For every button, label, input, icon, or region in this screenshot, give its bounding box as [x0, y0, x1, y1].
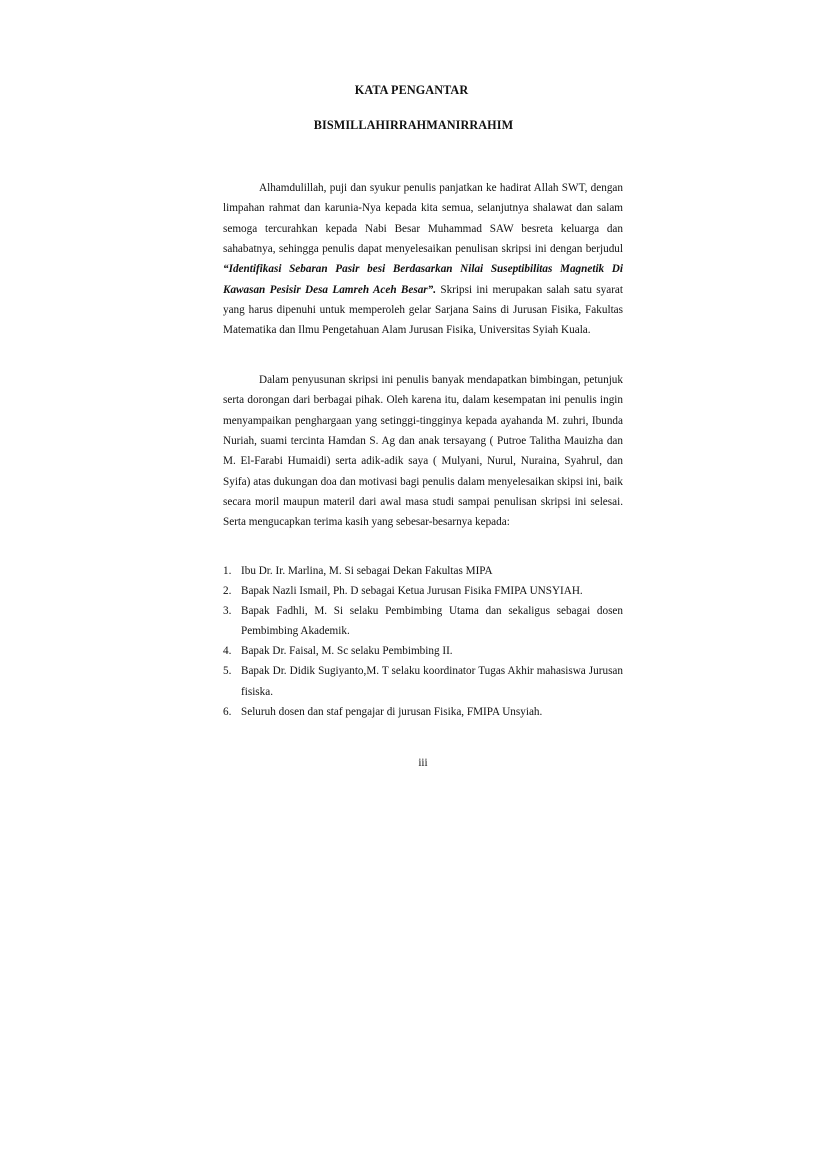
list-item [223, 702, 623, 722]
list-number: 6. [223, 705, 232, 718]
list-number: 4. [223, 645, 232, 658]
list-item [223, 661, 623, 701]
page-title: KATA PENGANTAR [354, 83, 469, 97]
list-number: 5. [223, 665, 232, 678]
thesis-title: “Identifikasi Sebaran Pasir besi Berdasarkan Nilai Suseptibilitas Magnetik Di Kawasan Pesisir Desa Lamreh Aceh Besar”. [223, 263, 623, 296]
list-text: Bapak Fadhli, M. Si selaku Pembimbing Utama dan sekaligus sebagai dosen Pembimbing Akademik. [241, 605, 623, 638]
list-text: Seluruh dosen dan staf pengajar di jurusan Fisika, FMIPA Unsyiah. [241, 705, 543, 718]
paragraph-2-text: Dalam penyusunan skripsi ini penulis banyak mendapatkan bimbingan, petunjuk serta dorongan dari berbagai pihak. Oleh karena itu, dalam kesempatan ini penulis ingin menyampaikan penghargaan yang setinggi-tingginya kepada ayahanda M. zuhri, Ibunda Nuriah, suami tercinta Hamdan S. Ag dan anak tersayang ( Putroe Talitha Mauizha dan M. El-Farabi Humaidi) serta adik-adik saya ( Mulyani, Nurul, Nuraina, Syahrul, dan Syifa) atas dukungan doa dan motivasi bagi penulis dalam menyelesaikan skipsi ini, baik secara moril maupun materil dari awal masa studi sampai penulisan skripsi ini selesai. Serta mengucapkan terima kasih yang sebesar-besarnya kepada: [223, 374, 623, 529]
list-text: Ibu Dr. Ir. Marlina, M. Si sebagai Dekan Fakultas MIPA [241, 565, 493, 577]
list-item [223, 561, 623, 581]
acknowledgement-list [223, 561, 623, 722]
list-item [223, 581, 623, 601]
paragraph-1-rest: Skripsi ini merupakan salah satu syarat yang harus dipenuhi untuk memperoleh gelar Sarjana Sains di Jurusan Fisika, Fakultas Matematika dan Ilmu Pengetahuan Alam Jurusan Fisika, Universitas Syiah Kuala. [223, 283, 623, 337]
paragraph-2 [223, 370, 623, 533]
list-number: 1. [223, 565, 232, 577]
list-text: Bapak Nazli Ismail, Ph. D sebagai Ketua Jurusan Fisika FMIPA UNSYIAH. [241, 585, 583, 598]
paragraph-1 [223, 178, 623, 341]
list-item [223, 641, 623, 661]
list-number: 2. [223, 585, 232, 598]
paragraph-1-intro: Alhamdulillah, puji dan syukur penulis panjatkan ke hadirat Allah SWT, dengan limpahan rahmat dan karunia-Nya kepada kita semua, selanjutnya shalawat dan salam semoga tercurahkan kepada Nabi Besar Muhammad SAW besreta keluarga dan sahabatnya, sehingga penulis dapat menyelesaikan penulisan skripsi ini dengan berjudul [223, 182, 623, 256]
list-text: Bapak Dr. Didik Sugiyanto,M. T selaku koordinator Tugas Akhir mahasiswa Jurusan fisiska. [241, 665, 623, 698]
list-text: Bapak Dr. Faisal, M. Sc selaku Pembimbing II. [241, 645, 453, 658]
page-subtitle: BISMILLAHIRRAHMANIRRAHIM [313, 118, 514, 132]
list-number: 3. [223, 605, 232, 618]
list-item [223, 601, 623, 641]
page-number: iii [418, 757, 428, 769]
